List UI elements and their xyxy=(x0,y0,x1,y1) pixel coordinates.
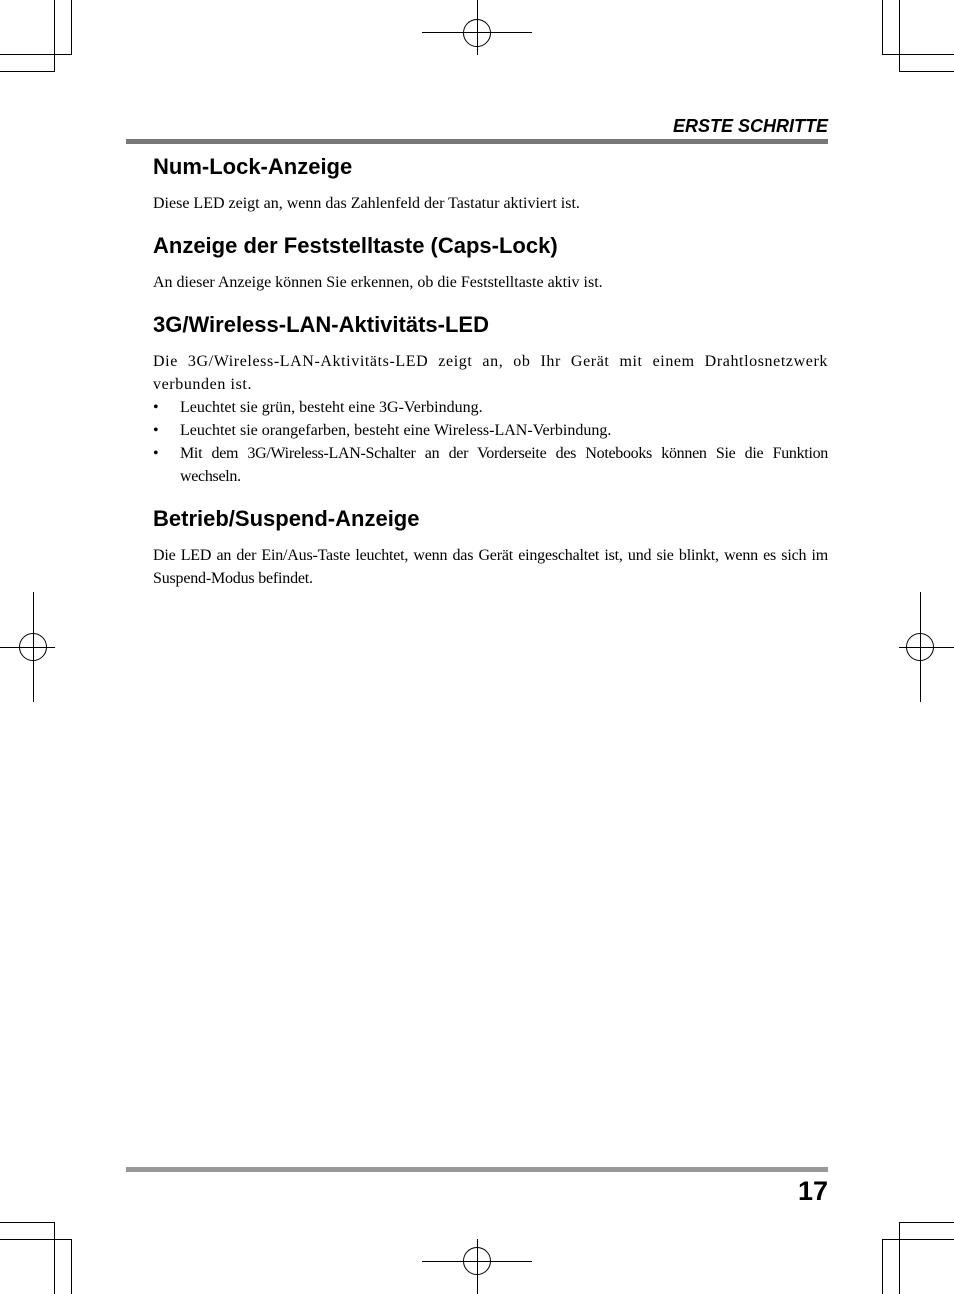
list-item: • Leuchtet sie grün, besteht eine 3G-Verbindung. xyxy=(153,396,828,419)
crop-mark xyxy=(0,1222,55,1223)
crop-mark xyxy=(0,71,55,72)
crop-mark xyxy=(882,54,954,55)
bullet-list xyxy=(153,396,828,488)
section-caps-lock xyxy=(153,231,828,294)
crop-mark xyxy=(54,0,55,72)
list-item: • Leuchtet sie orangefarben, besteht eine Wireless-LAN-Verbindung. xyxy=(153,419,828,442)
section-paragraph: Diese LED zeigt an, wenn das Zahlenfeld der Tastatur aktiviert ist. xyxy=(153,195,580,212)
running-header: ERSTE SCHRITTE xyxy=(672,116,828,136)
header-rule xyxy=(126,139,828,144)
crop-mark xyxy=(0,54,72,55)
section-heading: Betrieb/Suspend-Anzeige xyxy=(153,506,420,531)
crop-mark xyxy=(0,1239,72,1240)
crop-mark xyxy=(882,0,883,55)
bullet-icon: • xyxy=(153,399,159,416)
section-heading: 3G/Wireless-LAN-Aktivitäts-LED xyxy=(153,312,489,337)
section-heading: Anzeige der Feststelltaste (Caps-Lock) xyxy=(153,233,558,258)
section-num-lock xyxy=(153,152,828,215)
section-wireless-led xyxy=(153,310,828,488)
crop-mark xyxy=(899,1222,900,1294)
bullet-icon: • xyxy=(153,445,159,462)
crop-mark xyxy=(71,1239,72,1294)
crop-mark xyxy=(71,0,72,55)
section-paragraph: An dieser Anzeige können Sie erkennen, ob die Feststelltaste aktiv ist. xyxy=(153,274,603,291)
crop-mark xyxy=(899,1222,954,1223)
footer-rule xyxy=(126,1167,828,1172)
crop-mark xyxy=(899,71,954,72)
crop-mark xyxy=(899,0,900,72)
section-heading: Num-Lock-Anzeige xyxy=(153,154,353,179)
bullet-icon: • xyxy=(153,422,159,439)
crop-mark xyxy=(882,1239,883,1294)
crop-mark xyxy=(882,1239,954,1240)
page-number: 17 xyxy=(797,1176,828,1206)
list-item: • Mit dem 3G/Wireless-LAN-Schalter an der Vorderseite des Notebooks können Sie die Funktion wechseln. xyxy=(153,442,828,488)
crop-mark xyxy=(54,1222,55,1294)
section-paragraph: Die LED an der Ein/Aus-Taste leuchtet, wenn das Gerät eingeschaltet ist, und sie blinkt, wenn es sich im Suspend-Modus befindet. xyxy=(153,547,828,587)
section-power-suspend xyxy=(153,504,828,590)
section-paragraph: Die 3G/Wireless-LAN-Aktivitäts-LED zeigt an, ob Ihr Gerät mit einem Drahtlosnetzwerk verbunden ist. xyxy=(153,353,828,393)
page-content xyxy=(153,152,828,606)
